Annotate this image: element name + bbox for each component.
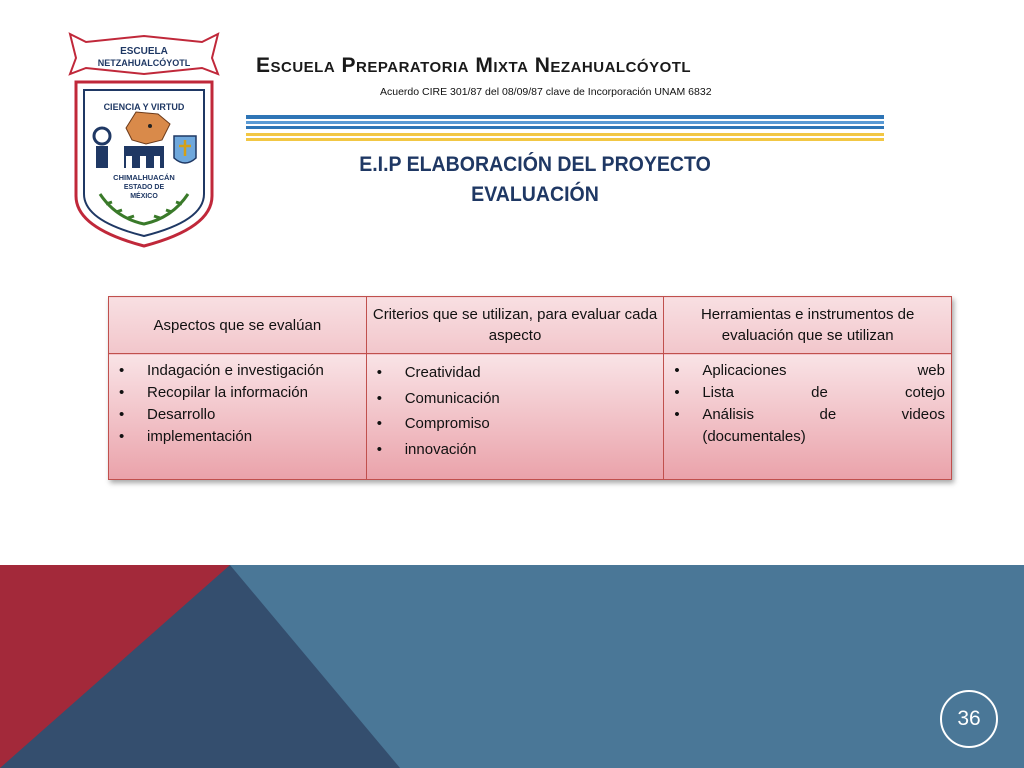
cell-aspects	[109, 354, 367, 480]
accord-line: Acuerdo CIRE 301/87 del 08/09/87 clave de Incorporación UNAM 6832	[380, 86, 712, 98]
school-name: Escuela Preparatoria Mixta Nezahualcóyotl	[256, 54, 692, 77]
list-item: • innovación	[373, 437, 658, 463]
crest-banner-line1: ESCUELA	[120, 46, 168, 57]
header-criteria: Criterios que se utilizan, para evaluar cada aspecto	[366, 297, 664, 354]
aspects-list	[115, 360, 360, 448]
header-stripes	[246, 113, 886, 143]
list-item: • Aplicaciones web	[670, 360, 945, 382]
footer-decoration	[0, 565, 1024, 768]
table-row	[109, 354, 952, 480]
list-item: • implementación	[115, 426, 360, 448]
header-tools: Herramientas e instrumentos de evaluación que se utilizan	[664, 297, 952, 354]
table-header-row	[109, 297, 952, 354]
list-item: • Lista de cotejo	[670, 382, 945, 404]
criteria-list	[373, 360, 658, 462]
list-item: • Recopilar la información	[115, 382, 360, 404]
slide-title-line2: EVALUACIÓN	[471, 183, 599, 206]
slide-title-line1: E.I.P ELABORACIÓN DEL PROYECTO	[359, 153, 711, 176]
svg-text:ESTADO DE: ESTADO DE	[123, 184, 165, 191]
crest-banner-line2: NETZAHUALCÓYOTL	[97, 58, 191, 68]
svg-text:CIENCIA Y VIRTUD: CIENCIA Y VIRTUD	[103, 102, 185, 112]
svg-text:MÉXICO: MÉXICO	[130, 193, 158, 200]
list-item: • Creatividad	[373, 360, 658, 386]
list-item: • Análisis de videos	[670, 404, 945, 426]
tools-list	[670, 360, 945, 448]
list-item: • Compromiso	[373, 411, 658, 437]
list-item: • Desarrollo	[115, 404, 360, 426]
cell-tools	[664, 354, 952, 480]
slide-title	[316, 150, 753, 210]
cell-criteria	[366, 354, 664, 480]
page-number: 36	[940, 690, 998, 748]
header-aspects: Aspectos que se evalúan	[109, 297, 367, 354]
list-item: • Indagación e investigación	[115, 360, 360, 382]
svg-text:CHIMALHUACÁN: CHIMALHUACÁN	[113, 173, 175, 182]
list-item: • Comunicación	[373, 386, 658, 412]
school-crest	[66, 28, 222, 250]
evaluation-table	[108, 296, 952, 480]
list-item: (documentales)	[702, 428, 806, 445]
